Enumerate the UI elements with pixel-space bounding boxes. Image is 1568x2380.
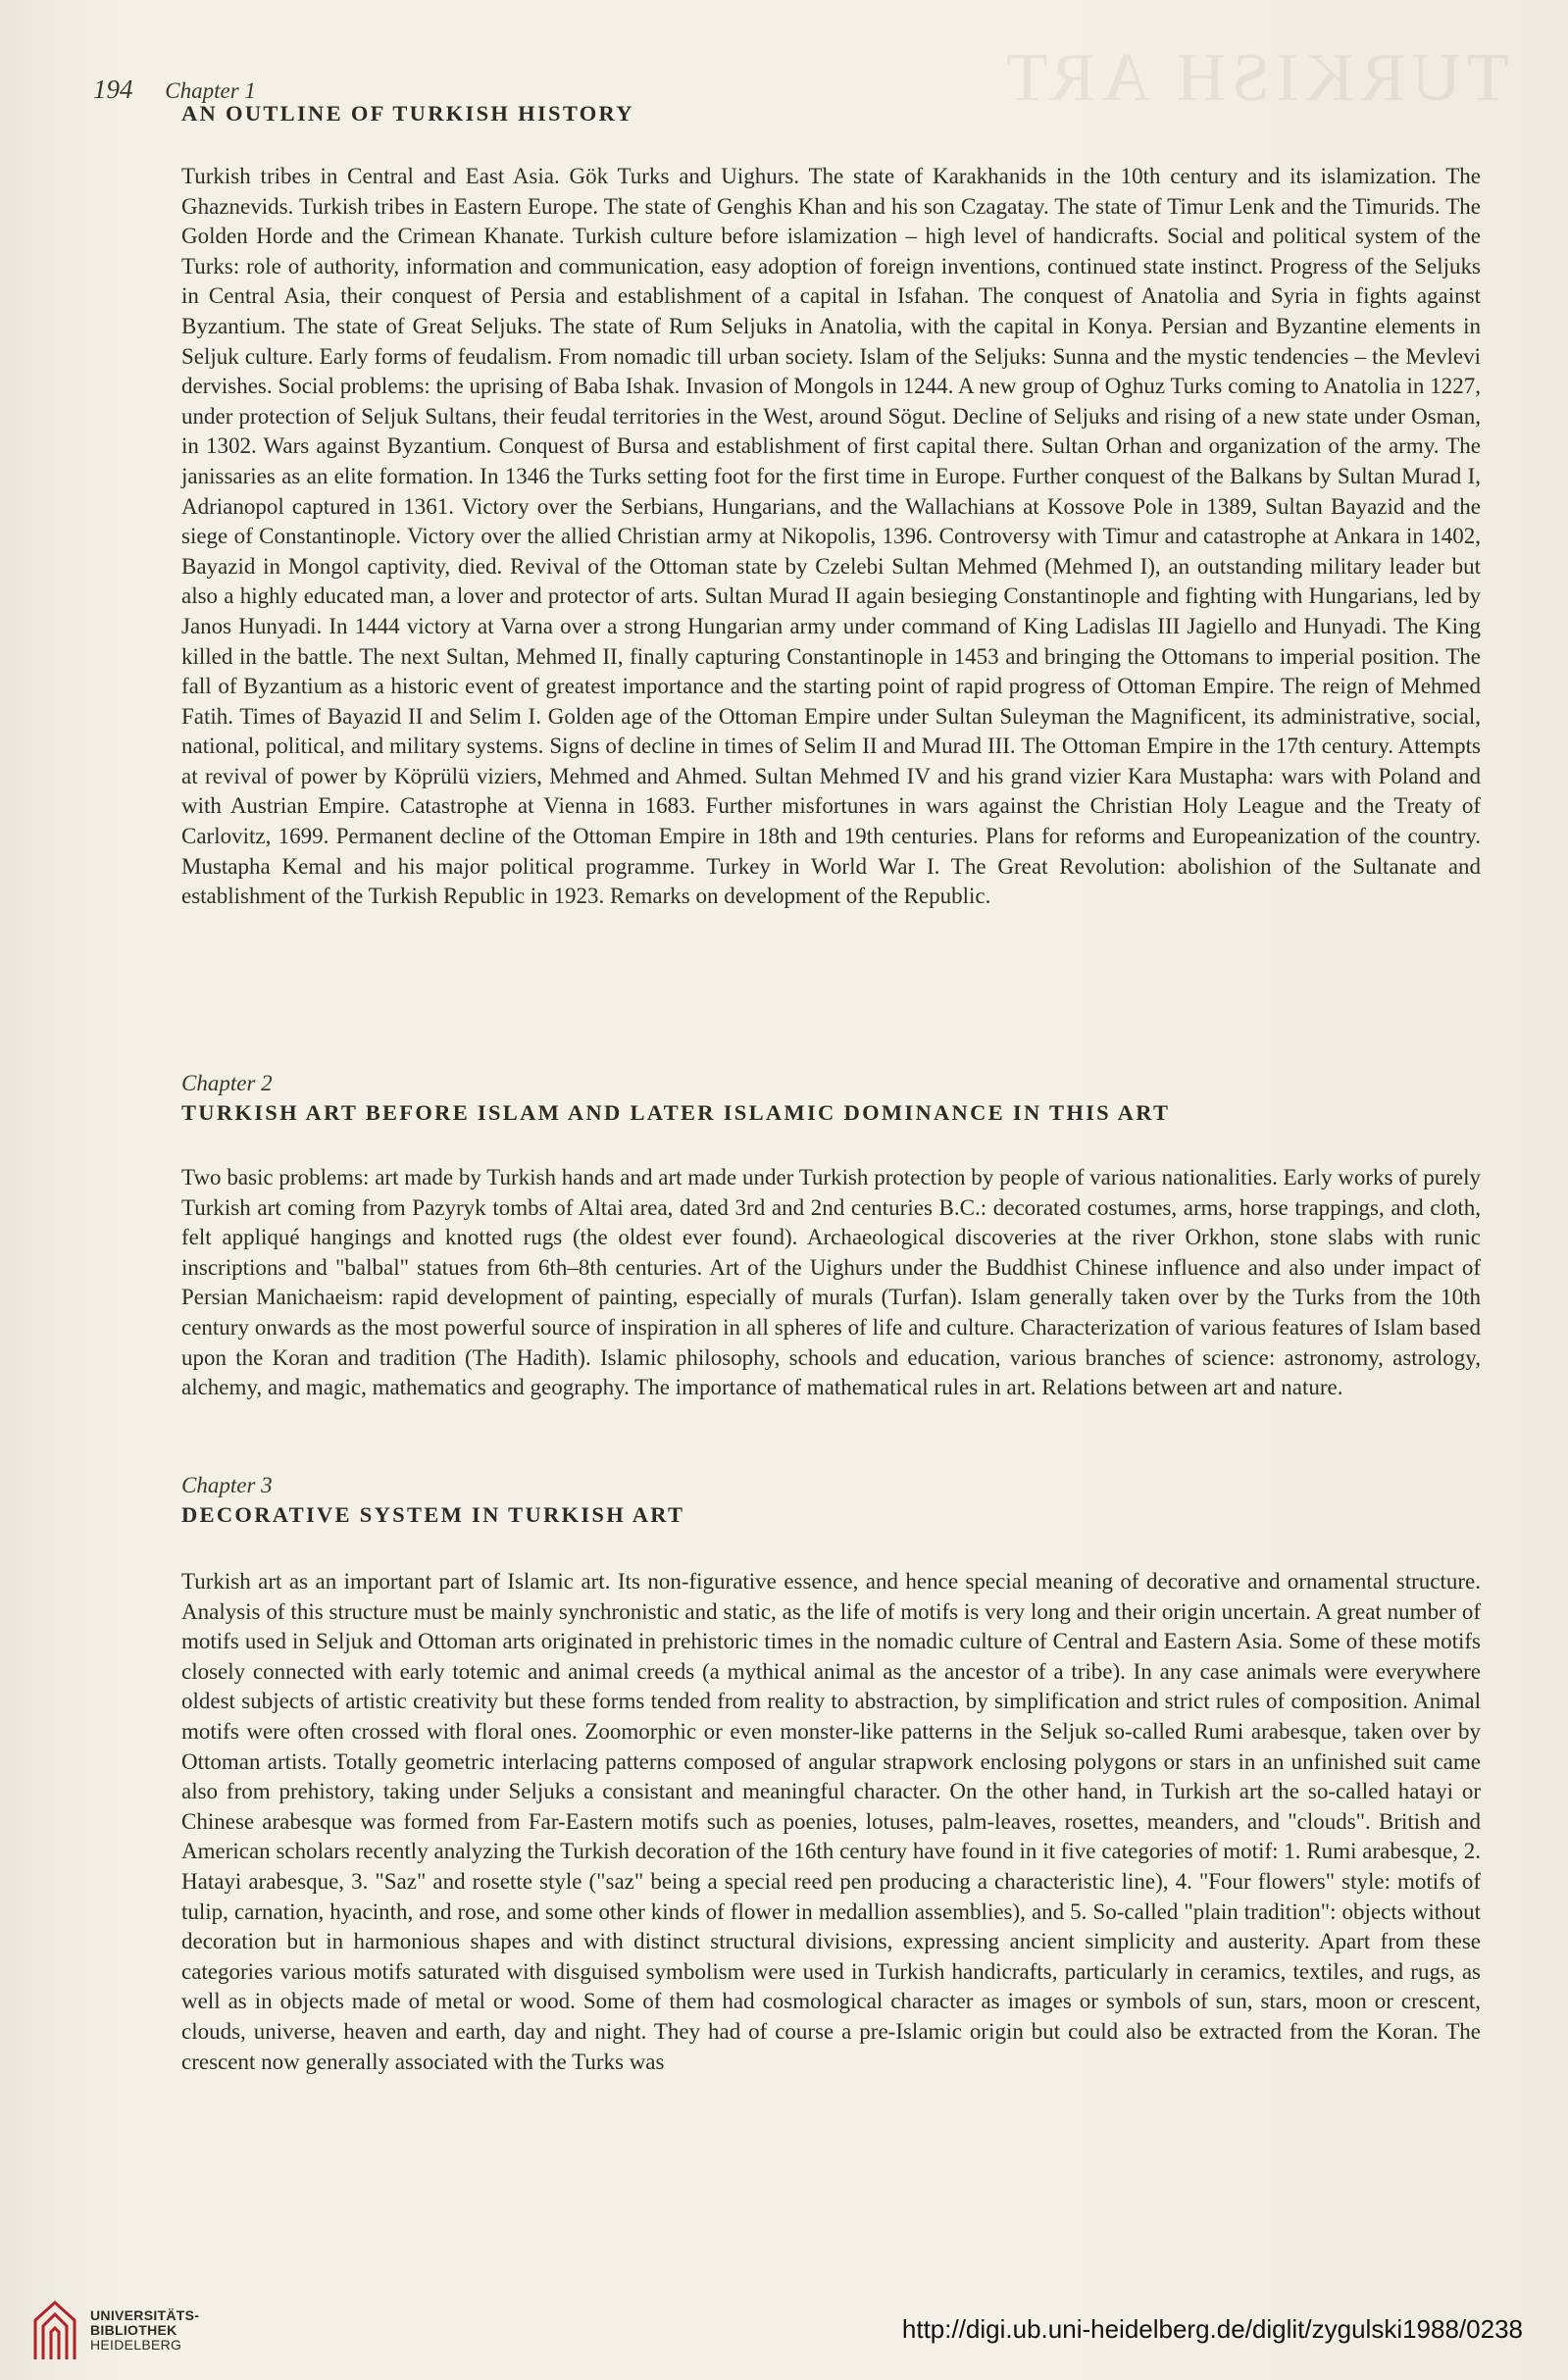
chapter-2-body: Two basic problems: art made by Turkish hands and art made under Turkish protection by people of various nationalities. Early works of purely Turkish art coming from Pazyryk tombs of Altai area, dated 3rd and 2nd centuries B.C.: decorated costumes, arms, horse trappings, and cloth, felt appliqué hangings and knotted rugs (the oldest ever found). Archaeological discoveries at the river Orkhon, stone slabs with runic inscriptions and "balbal" statues from 6th–8th centuries. Art of the Uighurs under the Buddhist Chinese influence and also under impact of Persian Manichaeism: rapid development of painting, especially of murals (Turfan). Islam generally taken over by the Turks from the 10th century onwards as the most powerful source of inspiration in all spheres of life and culture. Characterization of various features of Islam based upon the Koran and tradition (The Hadith). Islamic philosophy, schools and education, various branches of science: astronomy, astrology, alchemy, and magic, mathematics and geography. The importance of mathematical rules in art. Relations between art and nature. (181, 1165, 1481, 1400)
library-logo-icon (29, 2295, 80, 2363)
show-through-text: TURKISH ART (1000, 40, 1509, 116)
running-head-chapter: Chapter 1 (165, 78, 256, 103)
library-name (90, 2308, 199, 2353)
chapter-1-body: Turkish tribes in Central and East Asia. Gök Turks and Uighurs. The state of Karakhanids in the 10th century and its islamization. The Ghaznevids. Turkish tribes in Eastern Europe. The state of Genghis Khan and his son Czagatay. The state of Timur Lenk and the Timurids. The Golden Horde and the Crimean Khanate. Turkish culture before islamization – high level of handicrafts. Social and political system of the Turks: role of authority, information and communication, easy adoption of foreign inventions, continued state instinct. Progress of the Seljuks in Central Asia, their conquest of Persia and establishment of a capital in Isfahan. The conquest of Anatolia and Syria in fights against Byzantium. The state of Great Seljuks. The state of Rum Seljuks in Anatolia, with the capital in Konya. Persian and Byzantine elements in Seljuk culture. Early forms of feudalism. From nomadic till urban society. Islam of the Seljuks: Sunna and the mystic tendencies – the Mevlevi dervishes. Social problems: the uprising of Baba Ishak. Invasion of Mongols in 1244. A new group of Oghuz Turks coming to Anatolia in 1227, under protection of Seljuk Sultans, their feudal territories in the West, around Sögut. Decline of Seljuks and rising of a new state under Osman, in 1302. Wars against Byzantium. Conquest of Bursa and establishment of first capital there. Sultan Orhan and organization of the army. The janissaries as an elite formation. In 1346 the Turks setting foot for the first time in Europe. Further conquest of the Balkans by Sultan Murad I, Adrianopol captured in 1361. Victory over the Serbians, Hungarians, and the Wallachians at Kossove Pole in 1389, Sultan Bayazid and the siege of Constantinople. Victory over the allied Christian army at Nikopolis, 1396. Controversy with Timur and catastrophe at Ankara in 1402, Bayazid in Mongol captivity, died. Revival of the Ottoman state by Czelebi Sultan Mehmed (Mehmed I), an outstanding military leader but also a highly educated man, a lover and protector of arts. Sultan Murad II again besieging Constantinople and fighting with Hungarians, led by Janos Hunyadi. In 1444 victory at Varna over a strong Hungarian army under command of King Ladislas III Jagiello and Hunyadi. The King killed in the battle. The next Sultan, Mehmed II, finally capturing Constantinople in 1453 and bringing the Ottomans to imperial position. The fall of Byzantium as a historic event of greatest importance and the starting point of rapid progress of Ottoman Empire. The reign of Mehmed Fatih. Times of Bayazid II and Selim I. Golden age of the Ottoman Empire under Sultan Suleyman the Magnificent, its administrative, social, national, political, and military systems. Signs of decline in times of Selim II and Murad III. The Ottoman Empire in the 17th century. Attempts at revival of power by Köprülü viziers, Mehmed and Ahmed. Sultan Mehmed IV and his grand vizier Kara Mustapha: wars with Poland and with Austrian Empire. Catastrophe at Vienna in 1683. Further misfortunes in wars against the Christian Holy League and the Treaty of Carlovitz, 1699. Permanent decline of the Ottoman Empire in 18th and 19th centuries. Plans for reforms and Europeanization of the country. Mustapha Kemal and his major political programme. Turkey in World War I. The Great Revolution: abolishion of the Sultanate and establishment of the Turkish Republic in 1923. Remarks on development of the Republic. (181, 164, 1481, 909)
library-name-line-1: UNIVERSITÄTS- (90, 2307, 200, 2323)
library-name-line-2: BIBLIOTHEK (90, 2322, 177, 2338)
digitization-footer (0, 2295, 1568, 2380)
chapter-2-section (181, 1071, 1481, 1403)
chapter-3-body: Turkish art as an important part of Islamic art. Its non-figurative essence, and hence special meaning of decorative and ornamental structure. Analysis of this structure must be mainly synchronistic and static, as the life of motifs is very long and their origin uncertain. A great number of motifs used in Seljuk and Ottoman arts originated in prehistoric times in the nomadic culture of Central and Eastern Asia. Some of these motifs closely connected with early totemic and animal creeds (a mythical animal as the ancestor of a tribe). In any case animals were everywhere oldest subjects of artistic creativity but these forms tended from reality to abstraction, by simplification and strict rules of composition. Animal motifs were often crossed with floral ones. Zoomorphic or even monster-like patterns in the Seljuk so-called Rumi arabesque, taken over by Ottoman artists. Totally geometric interlacing patterns composed of angular strapwork enclosing polygons or stars in an unfinished suit came also from prehistory, taking under Seljuks a consistant and meaningful character. On the other hand, in Turkish art the so-called hatayi or Chinese arabesque was formed from Far-Eastern motifs such as poenies, lotuses, palm-leaves, rosettes, meanders, and "clouds". British and American scholars recently analyzing the Turkish decoration of the 16th century have found in it five categories of motif: 1. Rumi arabesque, 2. Hatayi arabesque, 3. "Saz" and rosette style ("saz" being a special reed pen producing a characteristic line), 4. "Four flowers" style: motifs of tulip, carnation, hyacinth, and rose, and some other kinds of flower in medallion assemblies), and 5. So-called "plain tradition": objects without decoration but in harmonious shapes and with distinct structural divisions, expressing ancient simplicity and austerity. Apart from these categories various motifs saturated with disguised symbolism were used in Turkish handicrafts, particularly in ceramics, textiles, and rugs, as well as in objects made of metal or wood. Some of them had cosmological character as images or symbols of sun, stars, moon or crescent, clouds, universe, heaven and earth, day and night. They had of course a pre-Islamic origin but could also be extracted from the Koran. The crescent now generally associated with the Turks was (181, 1569, 1481, 2074)
chapter-1-section (181, 101, 1481, 912)
chapter-1-title: AN OUTLINE OF TURKISH HISTORY (181, 101, 634, 126)
chapter-3-section (181, 1473, 1481, 2077)
chapter-2-label: Chapter 2 (181, 1071, 273, 1095)
page-number: 194 (93, 75, 133, 104)
chapter-2-title: TURKISH ART BEFORE ISLAM AND LATER ISLAMIC DOMINANCE IN THIS ART (181, 1100, 1171, 1125)
library-name-line-3: HEIDELBERG (90, 2337, 182, 2353)
source-url-link[interactable]: http://digi.ub.uni-heidelberg.de/diglit/zygulski1988/0238 (901, 2314, 1523, 2344)
chapter-3-title: DECORATIVE SYSTEM IN TURKISH ART (181, 1502, 685, 1527)
chapter-3-label: Chapter 3 (181, 1473, 273, 1497)
